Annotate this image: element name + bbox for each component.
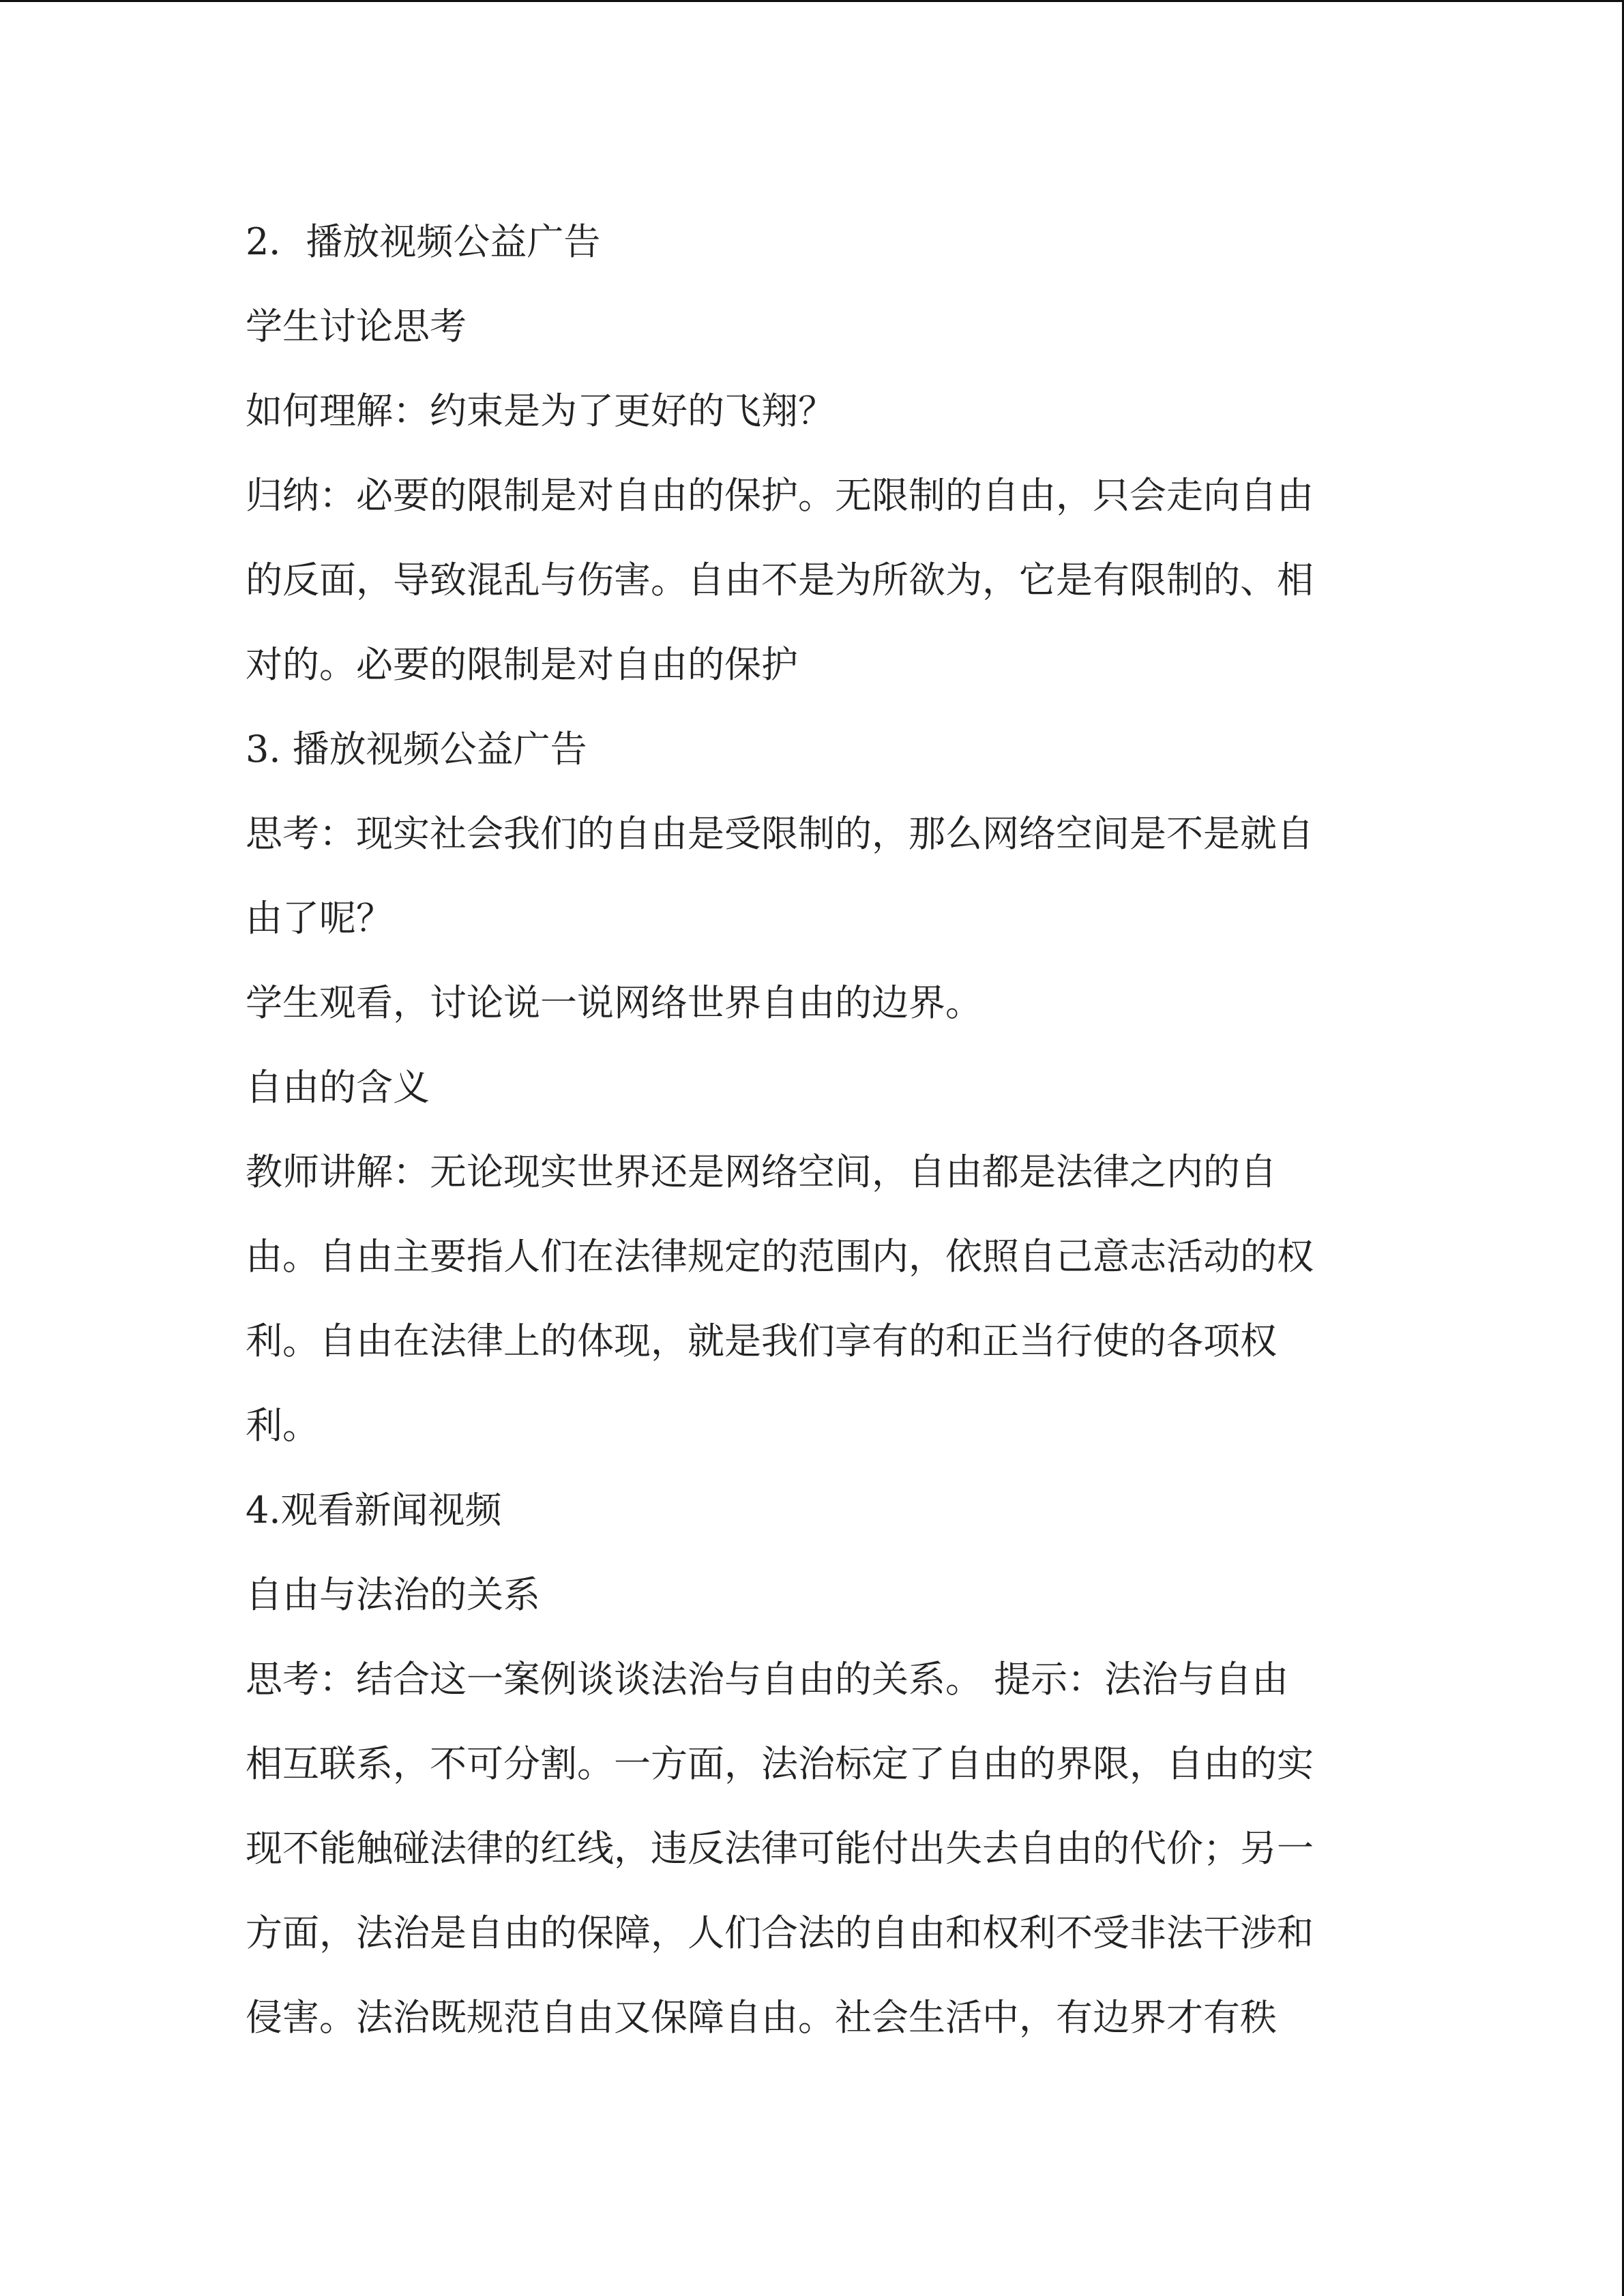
paragraph-line: 对的。必要的限制是对自由的保护 <box>246 643 798 686</box>
paragraph-line: 由了呢？ <box>246 897 393 940</box>
paragraph-line: 利。 <box>246 1404 319 1447</box>
paragraph-line: 学生讨论思考 <box>246 305 467 348</box>
heading-play-psa-video-2: 2．播放视频公益广告 <box>246 220 601 263</box>
document-body <box>246 200 1391 2060</box>
heading-play-psa-video-3: 3. 播放视频公益广告 <box>246 728 587 771</box>
paragraph-line: 利。自由在法律上的体现，就是我们享有的和正当行使的各项权 <box>246 1320 1277 1362</box>
paragraph-line: 侵害。法治既规范自由又保障自由。社会生活中，有边界才有秩 <box>246 1996 1277 2039</box>
paragraph-line: 方面，法治是自由的保障，人们合法的自由和权利不受非法干涉和 <box>246 1911 1314 1954</box>
section-heading-freedom-and-rule-of-law: 自由与法治的关系 <box>246 1573 540 1616</box>
paragraph-line: 归纳：必要的限制是对自由的保护。无限制的自由，只会走向自由 <box>246 474 1314 517</box>
paragraph-line: 思考：现实社会我们的自由是受限制的，那么网络空间是不是就自 <box>246 812 1314 855</box>
paragraph-line: 现不能触碰法律的红线，违反法律可能付出失去自由的代价；另一 <box>246 1827 1314 1870</box>
paragraph-line: 学生观看，讨论说一说网络世界自由的边界。 <box>246 981 982 1024</box>
paragraph-line: 教师讲解：无论现实世界还是网络空间，自由都是法律之内的自 <box>246 1150 1277 1193</box>
paragraph-line: 思考：结合这一案例谈谈法治与自由的关系。 提示：法治与自由 <box>246 1658 1289 1701</box>
paragraph-line: 相互联系，不可分割。一方面，法治标定了自由的界限，自由的实 <box>246 1742 1314 1785</box>
paragraph-line: 由。自由主要指人们在法律规定的范围内，依照自己意志活动的权 <box>246 1235 1314 1278</box>
heading-watch-news-video-4: 4.观看新闻视频 <box>246 1489 502 1532</box>
section-heading-meaning-of-freedom: 自由的含义 <box>246 1066 430 1109</box>
paragraph-line: 如何理解：约束是为了更好的飞翔？ <box>246 389 835 432</box>
paragraph-line: 的反面，导致混乱与伤害。自由不是为所欲为，它是有限制的、相 <box>246 558 1314 601</box>
